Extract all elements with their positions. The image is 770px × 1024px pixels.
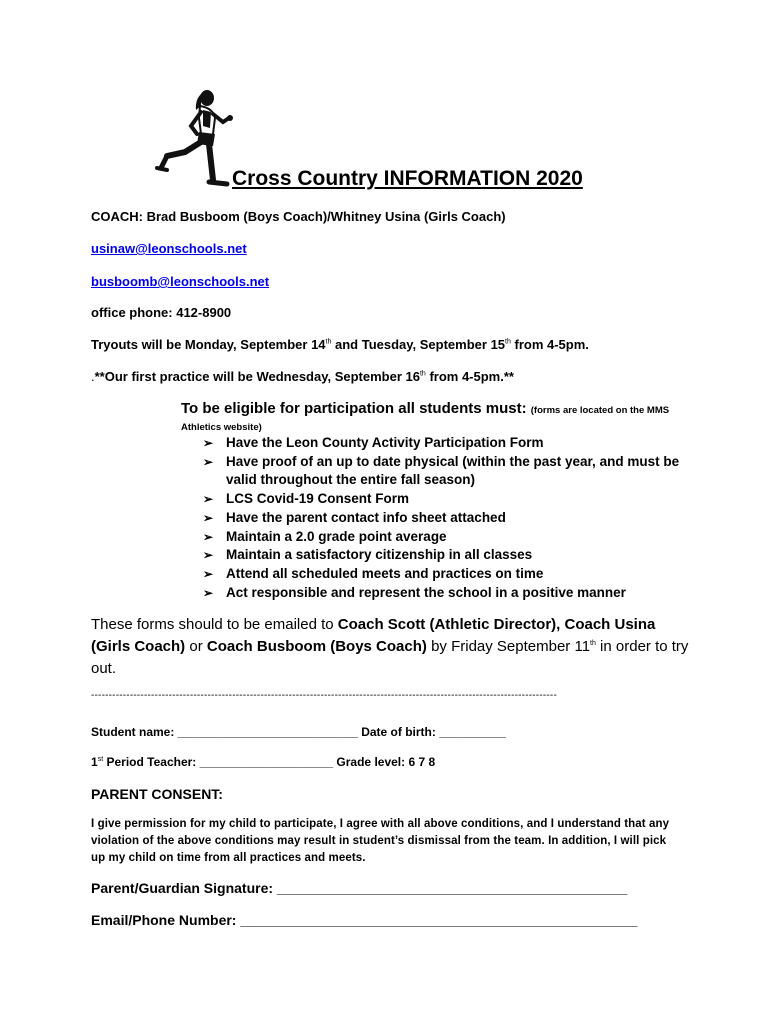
tryouts-text-2: and Tuesday, September 15 — [331, 337, 506, 352]
office-phone: office phone: 412-8900 — [91, 305, 232, 320]
forms-note-text-2: or — [185, 638, 207, 655]
student-name-field[interactable]: Student name: ___________________________ Date of birth: __________ — [91, 725, 506, 739]
first-practice-line — [91, 369, 514, 384]
arrow-bullet-icon: ➢ — [203, 436, 214, 450]
arrow-bullet-icon: ➢ — [203, 548, 214, 563]
tryouts-line — [91, 337, 589, 352]
eligibility-heading-text: To be eligible for participation all students must: — [181, 400, 531, 417]
requirements-list — [181, 434, 681, 602]
tryouts-sup-2: th — [505, 338, 511, 346]
period-teacher-field[interactable] — [91, 755, 435, 769]
tryouts-text-3: from 4-5pm. — [510, 337, 589, 352]
forms-note-text-4: in order to try out. — [91, 638, 689, 677]
forms-email-note — [91, 614, 691, 680]
runner-logo — [155, 88, 235, 190]
tryouts-sup-1: th — [325, 338, 332, 346]
arrow-bullet-icon: ➢ — [203, 510, 214, 525]
forms-note-boys-coach: Coach Busboom (Boys Coach) — [206, 638, 427, 655]
requirement-item — [181, 453, 681, 490]
email-link-usina[interactable]: usinaw@leonschools.net — [91, 241, 247, 256]
requirement-text: Have the Leon County Activity Participation Form — [226, 435, 544, 450]
page-title: Cross Country INFORMATION 2020 — [232, 167, 583, 190]
forms-note-text-1: These forms should to be emailed to — [91, 616, 338, 633]
email-phone-field[interactable]: Email/Phone Number: ___________________________________________________ — [91, 912, 638, 928]
requirement-text: Maintain a 2.0 grade point average — [226, 528, 447, 544]
requirement-item — [181, 546, 681, 565]
requirement-text: Have the parent contact info sheet attached — [226, 509, 506, 525]
first-practice-text-2: from 4-5pm.** — [425, 369, 514, 384]
requirement-text: Have proof of an up to date physical (within the past year, and must be valid throughout the entire fall season) — [226, 453, 680, 488]
arrow-bullet-icon: ➢ — [203, 566, 214, 581]
requirement-item — [181, 509, 681, 528]
requirement-item — [181, 490, 681, 509]
forms-note-text-3: by Friday September 11 — [426, 638, 591, 655]
cut-line-divider: ------------------------------------------------------------------------------------------------------------------------------------ — [91, 690, 557, 701]
requirement-text: Attend all scheduled meets and practices on time — [226, 565, 544, 581]
first-practice-prefix: . — [91, 369, 95, 384]
requirement-text: Maintain a satisfactory citizenship in all classes — [226, 547, 533, 563]
guardian-signature-field[interactable]: Parent/Guardian Signature: _____________________________________________ — [91, 880, 628, 896]
first-practice-sup: th — [419, 370, 426, 378]
forms-note-coaches: Coach Scott (Athletic Director), Coach Usina (Girls Coach) — [91, 616, 656, 655]
first-practice-text-1: **Our first practice will be Wednesday, September 16 — [94, 369, 420, 384]
eligibility-heading — [181, 401, 681, 435]
email-link-busboom[interactable]: busboomb@leonschools.net — [91, 274, 270, 289]
eligibility-note: (forms are located on the MMS Athletics website) — [181, 405, 670, 433]
parent-consent-heading: PARENT CONSENT: — [91, 786, 223, 802]
arrow-bullet-icon: ➢ — [203, 585, 214, 600]
runner-icon — [155, 88, 235, 190]
requirement-item — [181, 528, 681, 547]
arrow-bullet-icon: ➢ — [203, 454, 214, 469]
period-number: 1 — [91, 755, 98, 769]
coach-line: COACH: Brad Busboom (Boys Coach)/Whitney Usina (Girls Coach) — [91, 209, 506, 224]
arrow-bullet-icon: ➢ — [203, 529, 214, 544]
period-sup: st — [97, 756, 104, 763]
requirement-item — [181, 434, 681, 453]
requirement-text: Act responsible and represent the school in a positive manner — [226, 584, 626, 600]
tryouts-text-1: Tryouts will be Monday, September 14 — [91, 337, 326, 352]
period-teacher-text: Period Teacher: ____________________ Grade level: 6 7 8 — [103, 755, 436, 769]
forms-note-sup: th — [590, 640, 596, 647]
requirement-text: LCS Covid-19 Consent Form — [226, 491, 410, 507]
requirement-item — [181, 584, 681, 603]
arrow-bullet-icon: ➢ — [203, 492, 214, 507]
requirement-item — [181, 565, 681, 584]
consent-text: I give permission for my child to participate, I agree with all above conditions, and I understand that any violation of the above conditions may result in student’s dismissal from the team. In addition, I will pick up my child on time from all practices and meets. — [91, 818, 670, 864]
